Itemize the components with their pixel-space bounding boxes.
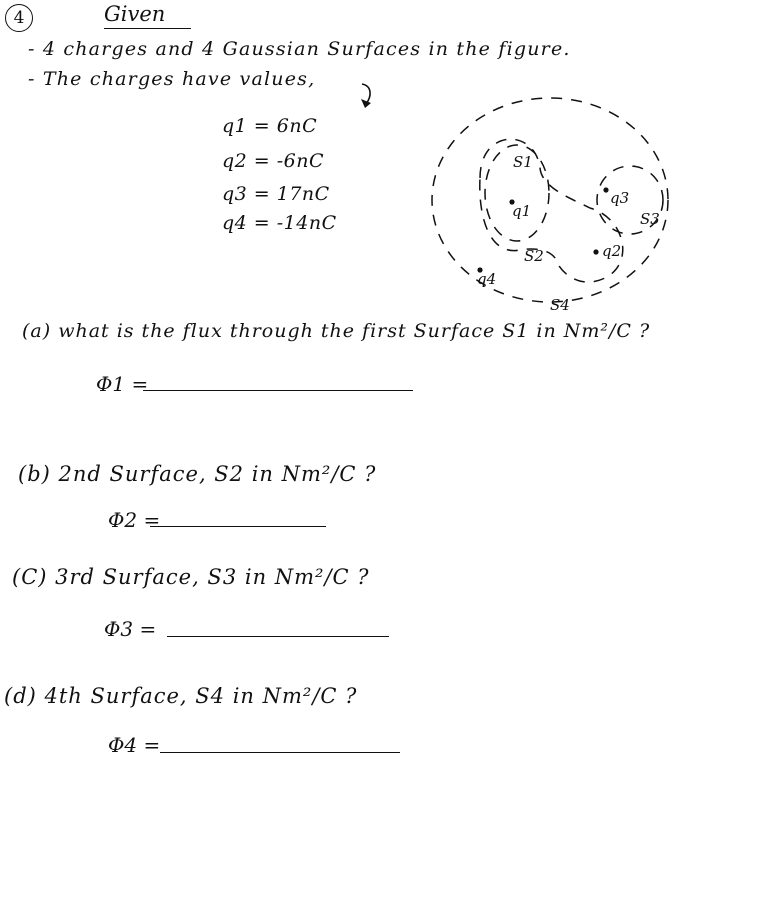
answer-label-b: Φ2 = (108, 508, 161, 532)
answer-label-d: Φ4 = (108, 733, 161, 757)
answer-blank-b[interactable] (150, 526, 326, 527)
charge-q4-value: q4 = -14nC (222, 212, 337, 234)
given-title: Given (104, 2, 191, 29)
charge-label-q2: q2 (602, 242, 622, 260)
charge-label-q4: q4 (477, 270, 497, 288)
charge-label-q3: q3 (610, 189, 630, 207)
charge-label-q1: q1 (512, 202, 532, 220)
surface-s4 (432, 98, 668, 302)
answer-blank-d[interactable] (160, 752, 400, 753)
question-a: (a) what is the flux through the first Surface S1 in Nm²/C ? (22, 320, 651, 342)
charge-q2-value: q2 = -6nC (222, 150, 325, 172)
surface-s2 (480, 139, 623, 282)
given-line-charges-surfaces: - 4 charges and 4 Gaussian Surfaces in the figure. (28, 38, 571, 60)
surface-label-s4: S4 (550, 296, 570, 314)
surface-label-s1: S1 (513, 153, 533, 171)
charge-q3-value: q3 = 17nC (222, 183, 330, 205)
given-line-charge-values: - The charges have values, (28, 68, 316, 90)
surface-label-s2: S2 (524, 247, 544, 265)
question-d: (d) 4th Surface, S4 in Nm²/C ? (4, 684, 358, 708)
curved-arrow-icon (358, 82, 378, 112)
charge-q3-dot (603, 187, 608, 192)
answer-label-c: Φ3 = (104, 617, 157, 641)
answer-blank-c[interactable] (167, 636, 389, 637)
charge-q2-dot (593, 249, 598, 254)
surface-label-s3: S3 (640, 210, 660, 228)
gaussian-surfaces-figure (420, 88, 680, 318)
question-c: (C) 3rd Surface, S3 in Nm²/C ? (12, 565, 370, 589)
charge-q1-value: q1 = 6nC (222, 115, 318, 137)
answer-blank-a[interactable] (143, 390, 413, 391)
problem-number: 4 (5, 4, 33, 32)
question-b: (b) 2nd Surface, S2 in Nm²/C ? (18, 462, 377, 486)
answer-label-a: Φ1 = (96, 372, 149, 396)
